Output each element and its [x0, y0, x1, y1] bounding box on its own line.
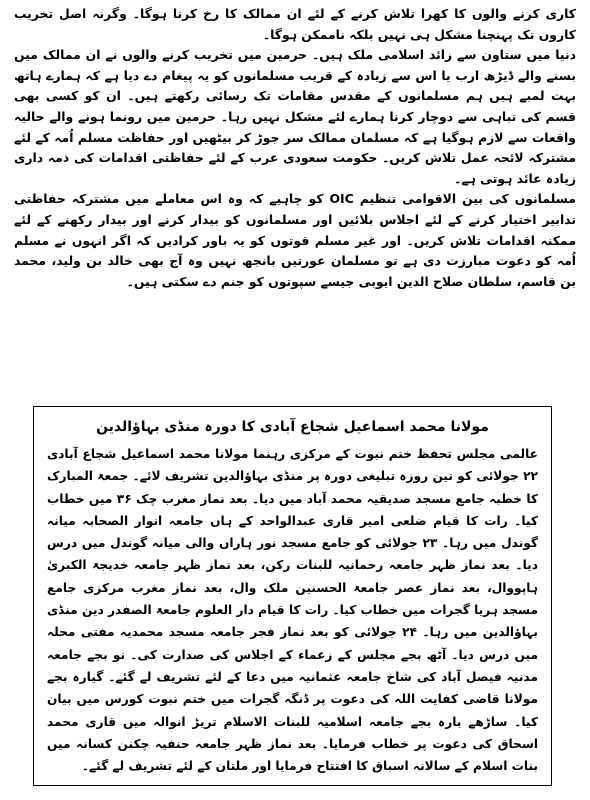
news-box: [33, 406, 552, 786]
article-paragraph: کاری کرنے والوں کا کھرا تلاش کرنے کے لئے ان ممالک کا رخ کرنا ہوگا۔ وگرنہ اصل تخریب کاروں تک پہنچنا مشکل ہی نہیں بلکہ ناممکن ہوگا۔: [14, 6, 576, 42]
news-box-body: عالمی مجلس تحفظ ختم نبوت کے مرکزی رہنما مولانا محمد اسماعیل شجاع آبادی ۲۲ جولائی کو تین روزہ تبلیغی دورہ پر منڈی بہاؤالدین تشریف لائے۔ جمعۃ المبارک کا خطبہ جامع مسجد صدیقیہ محمد آباد میں دیا۔ بعد نماز مغرب چک ۳۶ میں خطاب کیا۔ رات کا قیام ضلعی امیر قاری عبدالواحد کے ہاں جامعہ انوار الصحابہ میانہ گوندل میں رہا۔ ۲۳ جولائی کو جامع مسجد نور ہاراں والی میانہ گوندل میں درس دیا۔ بعد نماز ظہر جامعہ رحمانیہ للبنات رکن، بعد نماز ظہر جامعہ خدیجۃ الکبریٰ ہاپووال، بعد نماز عصر جامعۃ الحسنین ملک وال، بعد نماز مغرب مرکزی جامع مسجد ہریا گجرات میں خطاب کیا۔ رات کا قیام دار العلوم جامعۃ الصفدر دین منڈی بہاؤالدین میں رہا۔ ۲۴ جولائی کو بعد نماز فجر جامعہ مسجد محمدیہ مفتی محلہ میں درس دیا۔ آٹھ بجے مجلس کے زعماء کے اجلاس کی صدارت کی۔ نو بجے جامعہ مدنیہ فیصل آباد کی شاخ جامعہ عثمانیہ میں دعا کے لئے تشریف لے گئے۔ گیارہ بجے مولانا قاضی کفایت اللہ کی دعوت پر ڈنگہ گجرات میں ختم نبوت کورس میں بیان کیا۔ ساڑھے بارہ بجے جامعہ اسلامیہ للبنات الاسلام تریڑ انوالہ میں قاری محمد اسحاق کی دعوت پر خطاب فرمایا۔ بعد نماز ظہر جامعہ حنفیہ چکنن کسانہ میں بنات اسلام کے سالانہ اسباق کا افتتاح فرمایا اور ملتان کے لئے تشریف لے گئے۔: [47, 447, 539, 774]
article-paragraph: مسلمانوں کی بین الاقوامی تنظیم OIC کو چاہیے کہ وہ اس معاملے میں مشترکہ حفاظتی تدابیر اختیار کرنے کے لئے اجلاس بلائیں اور مسلمانوں کو بیدار کرنے اور بیدار رکھنے کے لئے ممکنہ اقدامات تلاش کریں۔ اور غیر مسلم قوتوں کو یہ باور کرادیں کہ اگر انہوں نے مسلم اُمہ کو دعوت مبارزت دی ہے تو مسلمان عورتیں بانجھ نہیں وہ آج بھی خالد بن ولید، محمد بن قاسم، سلطان صلاح الدین ایوبی جیسے سپوتوں کو جنم دے سکتی ہیں۔: [14, 191, 576, 289]
article-paragraph: دنیا میں ستاون سے زائد اسلامی ملک ہیں۔ حرمین میں تخریب کرنے والوں نے ان ممالک میں بسنے والے ڈیڑھ ارب یا اس سے زیادہ کے قریب مسلمانوں کو یہ پیغام دے دیا ہے کہ ہمارے ہاتھ بہت لمبے ہیں ہم مسلمانوں کے مقدس مقامات تک رسائی رکھتے ہیں۔ ان کو کسی بھی قسم کی تباہی سے دوچار کرنا ہمارے لئے مشکل نہیں رہا۔ حرمین میں رونما ہونے والے حالیہ واقعات سے لازم ہوگیا ہے کہ مسلمان ممالک سر جوڑ کر بیٹھیں اور حفاظت مسلم اُمہ کے لئے مشترکہ لائحہ عمل تلاش کریں۔ حکومت سعودی عرب کے لئے حفاظتی اقدامات کی ذمہ داری زیادہ عائد ہوتی ہے۔: [14, 47, 576, 186]
article-text: [14, 4, 576, 292]
news-box-title: مولانا محمد اسماعیل شجاع آبادی کا دورہ منڈی بہاؤالدین: [96, 419, 489, 435]
